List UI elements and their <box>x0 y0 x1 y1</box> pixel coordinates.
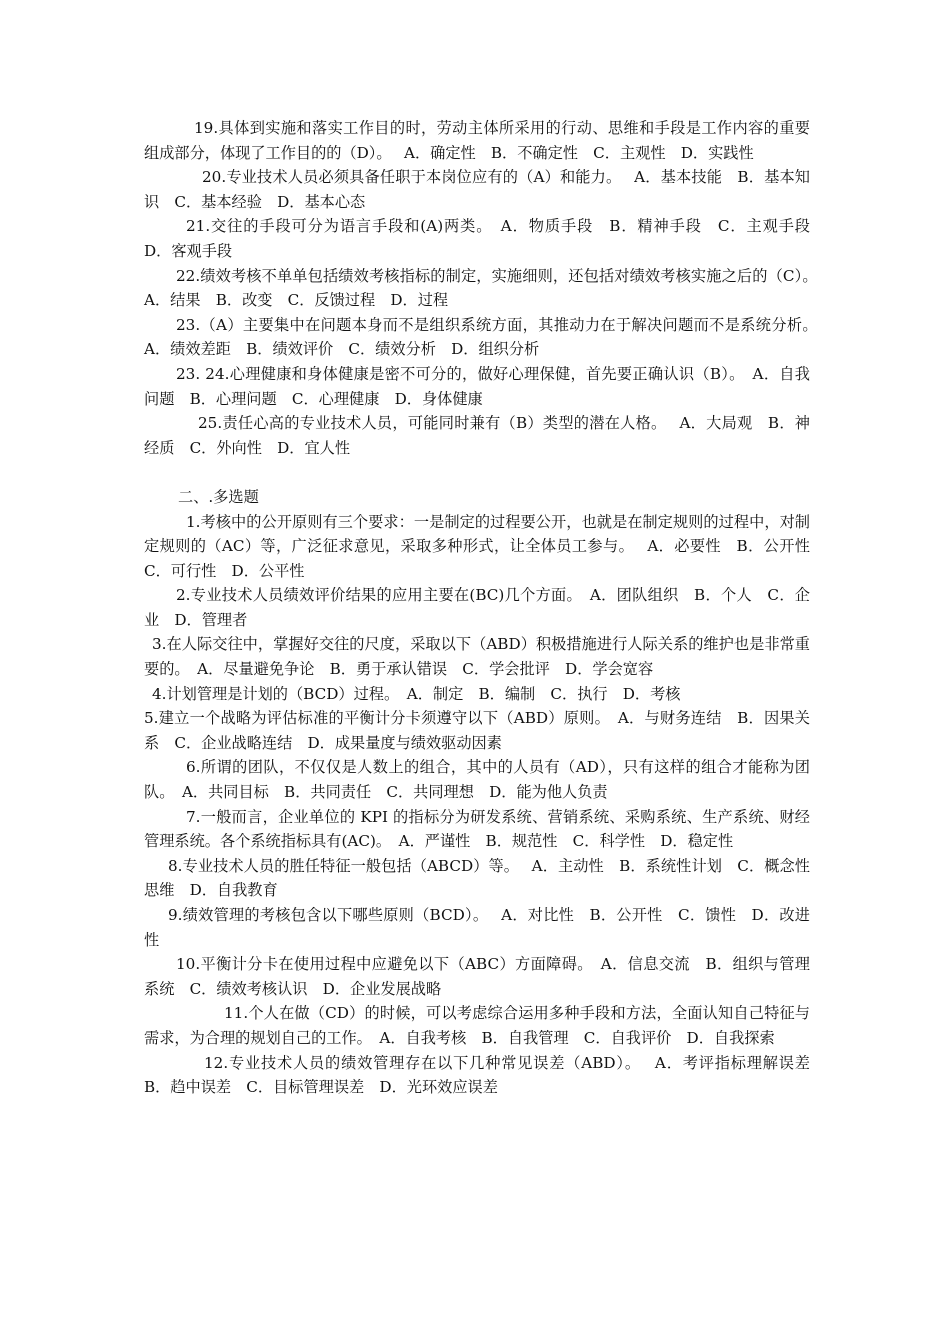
question-item: 8.专业技术人员的胜任特征一般包括（ABCD）等。 A．主动性 B．系统性计划 C．概念性思维 D．自我教育 <box>144 856 810 900</box>
question-item: 9.绩效管理的考核包含以下哪些原则（BCD）。 A．对比性 B．公开性 C．馈性 D．改进性 <box>144 906 810 949</box>
question-item: 6.所谓的团队，不仅仅是人数上的组合，其中的人员有（AD），只有这样的组合才能称为团队。 A．共同目标 B．共同责任 C．共同理想 D．能为他人负责 <box>144 758 810 802</box>
question-item: 12.专业技术人员的绩效管理存在以下几种常见误差（ABD）。 A．考评指标理解误差 B．趋中误差 C．目标管理误差 D．光环效应误差 <box>144 1053 826 1097</box>
question-item: 23. 24.心理健康和身体健康是密不可分的，做好心理保健，首先要正确认识（B）。 A．自我问题 B．心理问题 C．心理健康 D．身体健康 <box>144 364 810 408</box>
question-item: 1.考核中的公开原则有三个要求：一是制定的过程要公开，也就是在制定规则的过程中，对制定规则的（AC）等，广泛征求意见，采取多种形式，让全体员工参与。 A．必要性 B．公开性 C．可行性 D．公平性 <box>144 512 826 580</box>
single-choice-list <box>144 116 831 460</box>
document-page <box>144 116 831 1100</box>
question-item: 11.个人在做（CD）的时候，可以考虑综合运用多种手段和方法，全面认知自己特征与需求，为合理的规划自己的工作。 A．自我考核 B．自我管理 C．自我评价 D．自我探索 <box>144 1004 810 1047</box>
section-gap <box>144 460 810 485</box>
question-item: 7.一般而言，企业单位的 KPI 的指标分为研发系统、营销系统、采购系统、生产系统、财经管理系统。各个系统指标具有(AC)。 A．严谨性 B．规范性 C．科学性 D．稳定性 <box>144 807 810 851</box>
multiple-choice-list <box>144 510 826 1100</box>
question-item: 5.建立一个战略为评估标准的平衡计分卡须遵守以下（ABD）原则。 A．与财务连结 B．因果关系 C．企业战略连结 D．成果量度与绩效驱动因素 <box>144 709 810 752</box>
section-title: 二、.多选题 <box>178 487 259 506</box>
question-item: 21.交往的手段可分为语言手段和(A)两类。 A．物质手段 B．精神手段 C．主观手段 D．客观手段 <box>144 217 826 260</box>
question-item: 20.专业技术人员必须具备任职于本岗位应有的（A）和能力。 A．基本技能 B．基本知识 C．基本经验 D．基本心态 <box>144 168 810 211</box>
question-item: 23.（A）主要集中在问题本身而不是组织系统方面，其推动力在于解决问题而不是系统分析。 A．绩效差距 B．绩效评价 C．绩效分析 D．组织分析 <box>144 315 831 359</box>
question-item: 22.绩效考核不单单包括绩效考核指标的制定，实施细则，还包括对绩效考核实施之后的（C）。 A．结果 B．改变 C．反馈过程 D．过程 <box>144 266 831 310</box>
question-item: 2.专业技术人员绩效评价结果的应用主要在(BC)几个方面。 A．团队组织 B．个人 C．企业 D．管理者 <box>144 586 810 629</box>
question-item: 19.具体到实施和落实工作目的时，劳动主体所采用的行动、思维和手段是工作内容的重要组成部分，体现了工作目的的（D）。 A．确定性 B．不确定性 C．主观性 D．实践性 <box>144 119 810 162</box>
question-item: 3.在人际交往中，掌握好交往的尺度，采取以下（ABD）积极措施进行人际关系的维护也是非常重要的。 A．尽量避免争论 B．勇于承认错误 C．学会批评 D．学会宽容 <box>144 635 810 679</box>
question-item: 10.平衡计分卡在使用过程中应避免以下（ABC）方面障碍。 A．信息交流 B．组织与管理系统 C．绩效考核认识 D．企业发展战略 <box>144 955 810 998</box>
question-item: 25.责任心高的专业技术人员，可能同时兼有（B）类型的潜在人格。 A．大局观 B．神经质 C．外向性 D．宜人性 <box>144 414 810 457</box>
question-item: 4.计划管理是计划的（BCD）过程。 A．制定 B．编制 C．执行 D．考核 <box>152 684 681 703</box>
